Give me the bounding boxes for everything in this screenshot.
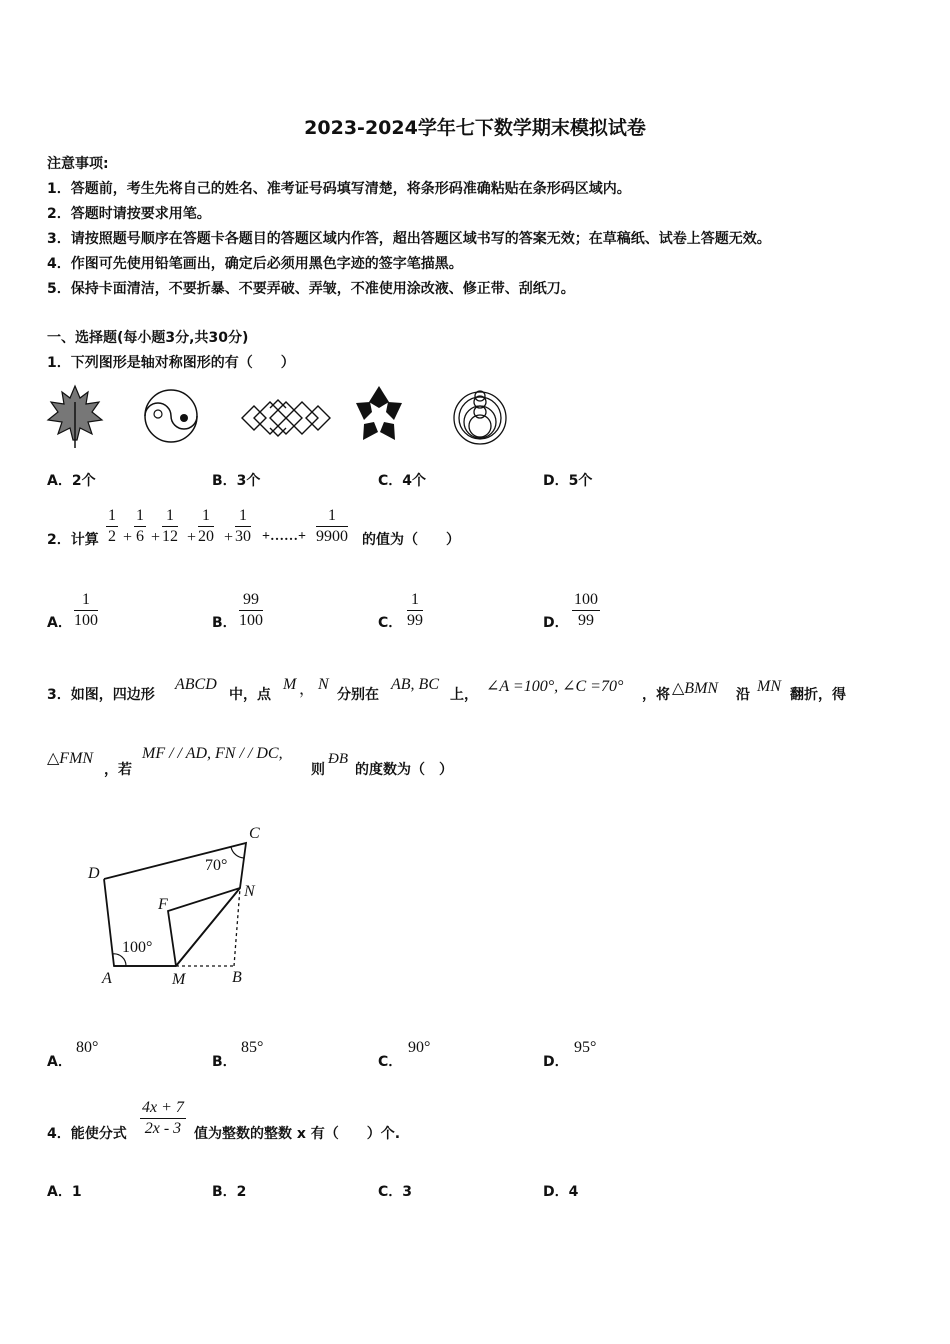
- q3-segment-mn: MN: [757, 678, 781, 695]
- q1-option-c[interactable]: C．4个: [378, 473, 427, 489]
- segment-bn-dashed: [234, 888, 240, 966]
- q3-angle-b: ÐB: [328, 751, 348, 767]
- q2-plus: +: [123, 529, 133, 546]
- q2-option-c-letter[interactable]: C．: [378, 615, 403, 631]
- label-n: N: [244, 883, 255, 900]
- q3-mid1: 中，点: [229, 687, 271, 703]
- notice-item-1: 1．答题前，考生先将自己的姓名、准考证号码填写清楚，将条形码准确粘贴在条形码区域内。: [47, 181, 631, 197]
- q1-option-a[interactable]: A．2个: [47, 473, 96, 489]
- notice-item-2: 2．答题时请按要求用笔。: [47, 206, 211, 222]
- q2-frac-last: $\frac{1}{9900}$: [316, 507, 348, 545]
- q3-triangle-bmn: △BMN: [672, 680, 719, 697]
- q3-point-n: N: [318, 676, 329, 693]
- label-b: B: [232, 969, 242, 986]
- q2-ellipsis: +……+: [262, 529, 306, 544]
- q2-option-b-letter[interactable]: B．: [212, 615, 237, 631]
- q4-option-c[interactable]: C．3: [378, 1184, 413, 1200]
- q2-plus: +: [151, 529, 161, 546]
- q2-plus: +: [187, 529, 197, 546]
- q2-option-b-frac[interactable]: $\frac{99}{100}$: [239, 591, 263, 629]
- q3-option-c-letter[interactable]: C．: [378, 1054, 403, 1070]
- page-title: 2023-2024学年七下数学期末模拟试卷: [304, 117, 646, 139]
- q2-frac-3: $\frac{1}{12}$: [162, 507, 178, 545]
- q2-prefix: 2．计算: [47, 532, 99, 548]
- yin-yang-icon: [145, 390, 197, 442]
- label-f: F: [158, 896, 168, 913]
- q4-fraction: $\frac{4x + 7}{2x - 3}$: [142, 1099, 184, 1137]
- knot-pattern-icon: [242, 400, 330, 436]
- segment-mn: [176, 888, 240, 966]
- q1-option-d[interactable]: D．5个: [543, 473, 593, 489]
- q3-mid8: 则: [311, 762, 325, 778]
- q4-prefix: 4．能使分式: [47, 1126, 127, 1142]
- q2-option-d-frac[interactable]: $\frac{100}{99}$: [574, 591, 598, 629]
- q4-option-b[interactable]: B．2: [212, 1184, 247, 1200]
- q4-suffix: 值为整数的整数 x 有（ ）个.: [194, 1126, 401, 1142]
- q3-mid5: 沿: [736, 687, 750, 703]
- q2-frac-4: $\frac{1}{20}$: [198, 507, 214, 545]
- notice-item-4: 4．作图可先使用铅笔画出，确定后必须用黑色字迹的签字笔描黑。: [47, 256, 463, 272]
- q2-option-d-letter[interactable]: D．: [543, 615, 569, 631]
- label-d: D: [88, 865, 100, 882]
- q3-option-a-letter[interactable]: A．: [47, 1054, 72, 1070]
- label-angle-a: 100°: [122, 939, 153, 956]
- notice-item-5: 5．保持卡面清洁，不要折暴、不要弄破、弄皱，不准使用涂改液、修正带、刮纸刀。: [47, 281, 575, 297]
- q1-stem: 1．下列图形是轴对称图形的有（ ）: [47, 355, 295, 371]
- triangle-fmn-outline: [168, 888, 240, 966]
- q3-option-c-value[interactable]: 90°: [408, 1039, 431, 1056]
- q2-frac-5: $\frac{1}{30}$: [235, 507, 251, 545]
- label-c: C: [249, 825, 260, 842]
- q2-suffix: 的值为（ ）: [362, 532, 460, 548]
- nested-circles-icon: [454, 391, 506, 444]
- q1-option-b[interactable]: B．3个: [212, 473, 261, 489]
- q3-option-b-value[interactable]: 85°: [241, 1039, 264, 1056]
- q3-mid6: 翻折，得: [790, 687, 846, 703]
- q3-angles: ∠A =100°, ∠C =70°: [486, 678, 624, 695]
- q3-triangle-fmn: △FMN: [47, 750, 94, 767]
- notice-heading: 注意事项:: [47, 156, 109, 172]
- label-a: A: [102, 970, 112, 987]
- section-heading: 一、选择题(每小题3分,共30分): [47, 330, 249, 346]
- q3-mid3: 上，: [450, 687, 478, 703]
- q2-frac-1: $\frac{1}{2}$: [108, 507, 116, 545]
- q3-mid4: ，将: [642, 687, 670, 703]
- q2-option-a-frac[interactable]: $\frac{1}{100}$: [74, 591, 98, 629]
- q3-option-d-letter[interactable]: D．: [543, 1054, 569, 1070]
- q3-option-d-value[interactable]: 95°: [574, 1039, 597, 1056]
- angle-c-arc: [231, 847, 244, 858]
- q2-option-a-letter[interactable]: A．: [47, 615, 72, 631]
- label-angle-c: 70°: [205, 857, 228, 874]
- q3-condition: MF / / AD, FN / / DC,: [142, 745, 283, 762]
- q4-option-a[interactable]: A．1: [47, 1184, 82, 1200]
- q3-sides: AB, BC: [391, 676, 439, 693]
- q4-option-d[interactable]: D．4: [543, 1184, 579, 1200]
- q3-mid2: 分别在: [337, 687, 379, 703]
- q3-figure: [86, 818, 276, 990]
- q1-figures: [44, 382, 510, 452]
- maple-leaf-icon: [48, 386, 102, 448]
- q3-sep: ，: [299, 681, 316, 698]
- five-petal-icon: [356, 386, 402, 440]
- q2-option-c-frac[interactable]: $\frac{1}{99}$: [407, 591, 423, 629]
- q3-prefix: 3．如图，四边形: [47, 687, 155, 703]
- q3-quad: ABCD: [175, 676, 217, 693]
- notice-item-3: 3．请按照题号顺序在答题卡各题目的答题区域内作答，超出答题区域书写的答案无效；在草稿纸、试卷上答题无效。: [47, 231, 771, 247]
- q3-option-a-value[interactable]: 80°: [76, 1039, 99, 1056]
- q3-option-b-letter[interactable]: B．: [212, 1054, 237, 1070]
- label-m: M: [172, 971, 186, 988]
- q3-suffix: 的度数为（ ）: [355, 762, 453, 778]
- q3-point-m: M: [283, 676, 297, 693]
- q3-mid7: ，若: [104, 762, 132, 778]
- q2-plus: +: [224, 529, 234, 546]
- q2-frac-2: $\frac{1}{6}$: [136, 507, 144, 545]
